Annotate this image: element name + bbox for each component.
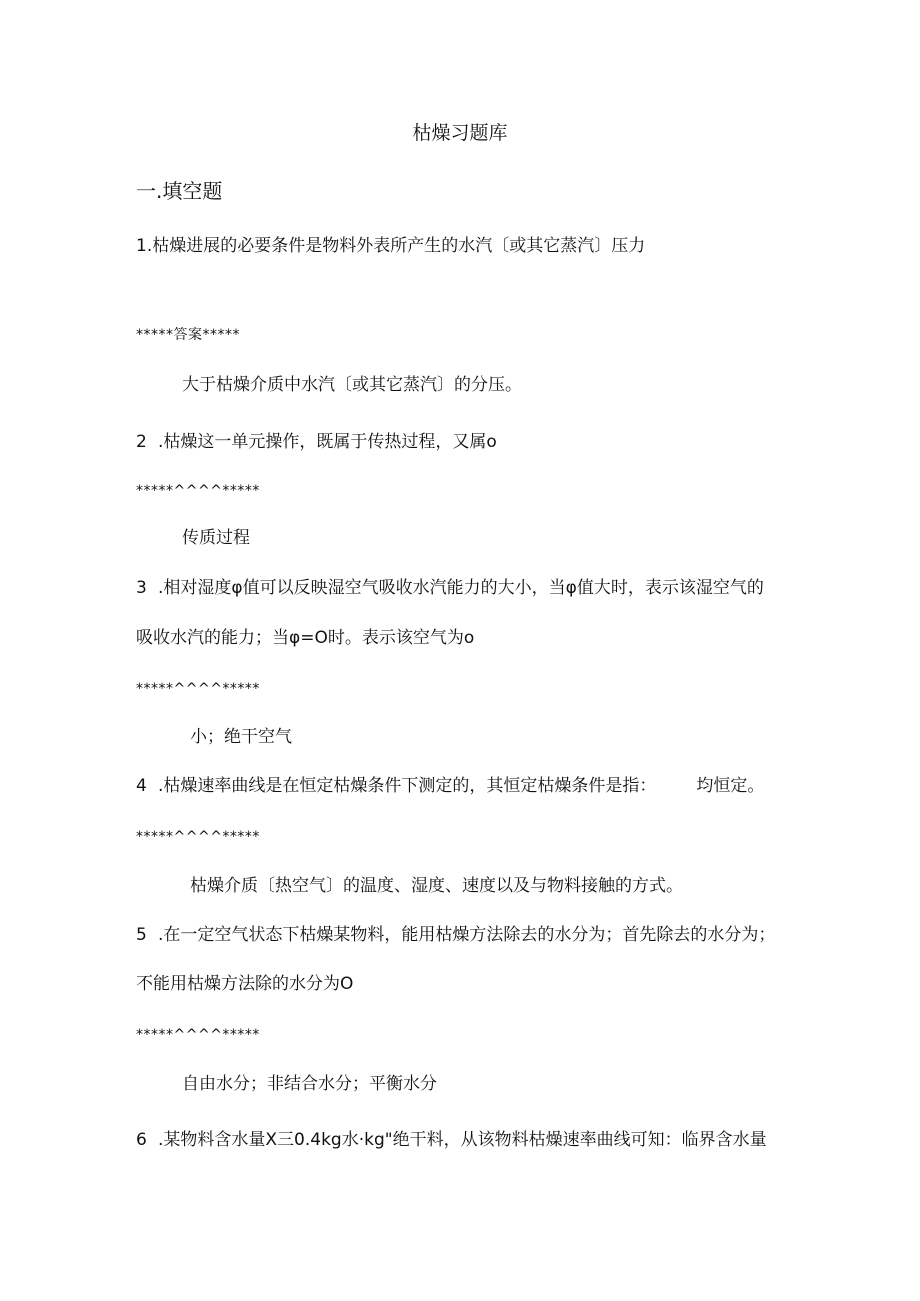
question-4-text-tail: 均恒定。 [696,776,765,796]
question-5 [136,924,775,946]
answer-1: 大于枯燥介质中水汽〔或其它蒸汽〕的分压。 [182,375,522,395]
answer-marker-5: *****^^^^***** [136,1027,260,1043]
question-3-number: 3 [136,578,147,598]
question-4-number: 4 [136,776,147,796]
answer-marker-1 [136,324,240,346]
question-6 [136,1129,767,1151]
answer-marker-1-text: *****答案***** [136,327,240,343]
question-2-text: .枯燥这一单元操作，既属于传热过程，又属o [158,432,497,452]
document-title: 枯燥习题库 [412,122,508,144]
question-2-number: 2 [136,432,147,452]
question-4 [136,775,764,797]
answer-4: 枯燥介质〔热空气〕的温度、湿度、速度以及与物料接触的方式。 [190,876,683,896]
answer-2: 传质过程 [182,528,250,548]
question-5-number: 5 [136,925,147,945]
answer-marker-3: *****^^^^***** [136,681,260,697]
answer-5: 自由水分；非结合水分；平衡水分 [182,1074,437,1094]
question-4-text: .枯燥速率曲线是在恒定枯燥条件下测定的，其恒定枯燥条件是指： [158,776,657,796]
question-5-continuation: 不能用枯燥方法除的水分为O [136,974,354,994]
question-2 [136,431,497,453]
question-6-text: .某物料含水量X三0.4kg水·kg"绝干料，从该物料枯燥速率曲线可知：临界含水量 [158,1130,767,1150]
question-1 [136,235,645,257]
question-3 [136,577,764,599]
section-heading: 一.填空题 [136,179,223,203]
question-1-text: .枯燥进展的必要条件是物料外表所产生的水汽〔或其它蒸汽〕压力 [146,236,646,256]
answer-marker-4: *****^^^^***** [136,829,260,845]
question-5-text: .在一定空气状态下枯燥某物料，能用枯燥方法除去的水分为；首先除去的水分为； [158,925,776,945]
question-3-continuation: 吸收水汽的能力；当φ=O时。表示该空气为o [136,628,475,648]
question-6-number: 6 [136,1130,147,1150]
answer-3: 小；绝干空气 [190,727,292,747]
answer-marker-2: *****^^^^***** [136,483,260,499]
question-3-text: .相对湿度φ值可以反映湿空气吸收水汽能力的大小，当φ值大时，表示该湿空气的 [158,578,764,598]
question-1-number: 1 [136,236,147,256]
